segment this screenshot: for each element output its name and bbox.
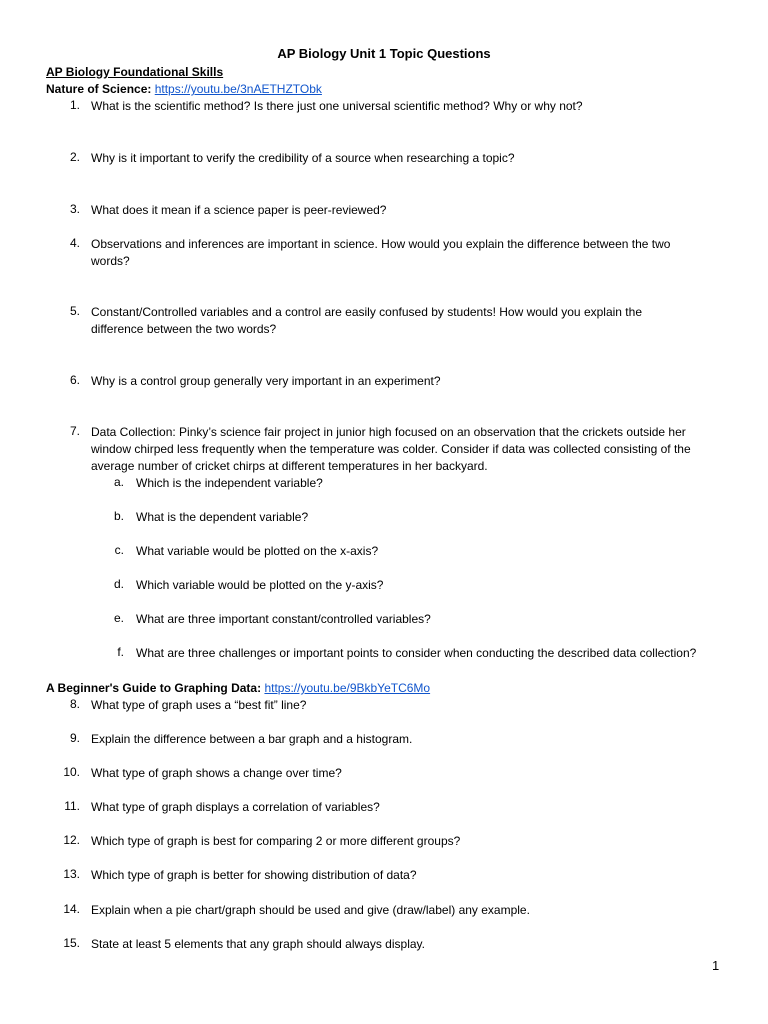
q10-text: What type of graph shows a change over time?: [91, 766, 342, 780]
q7d-letter: d.: [113, 577, 124, 591]
q7b-text: What is the dependent variable?: [136, 510, 309, 524]
q10-number: 10.: [63, 765, 80, 779]
q7-number: 7.: [69, 424, 80, 438]
q7b-letter: b.: [113, 509, 124, 523]
q4-number: 4.: [69, 236, 80, 250]
q7-text-line1: Data Collection: Pinky’s science fair project in junior high focused on an observation that the crickets outside her: [91, 425, 686, 439]
q15-text: State at least 5 elements that any graph should always display.: [91, 937, 425, 951]
q5-text-line1: Constant/Controlled variables and a control are easily confused by students! How would you explain the: [91, 305, 642, 319]
q7e-letter: e.: [113, 611, 124, 625]
q4-text-line1: Observations and inferences are important in science. How would you explain the difference between the two: [91, 237, 671, 251]
q11-number: 11.: [64, 799, 80, 813]
graphing-guide-label: A Beginner's Guide to Graphing Data:: [46, 681, 262, 695]
q7a-letter: a.: [113, 475, 124, 489]
q2-number: 2.: [69, 150, 80, 164]
q8-number: 8.: [69, 697, 80, 711]
page-title: AP Biology Unit 1 Topic Questions: [277, 46, 491, 61]
q12-number: 12.: [63, 833, 80, 847]
q7e-text: What are three important constant/controlled variables?: [136, 612, 431, 626]
q7a-text: Which is the independent variable?: [136, 476, 323, 490]
q7-text-line3: average number of cricket chirps at different temperatures in her backyard.: [91, 459, 488, 473]
q7c-letter: c.: [114, 543, 124, 557]
q7f-letter: f.: [117, 645, 124, 659]
q7c-text: What variable would be plotted on the x-axis?: [136, 544, 379, 558]
q7d-text: Which variable would be plotted on the y-axis?: [136, 578, 384, 592]
q4-text-line2: words?: [91, 254, 130, 268]
nature-of-science-label: Nature of Science:: [46, 82, 152, 96]
q7f-text: What are three challenges or important points to consider when conducting the described data collection?: [136, 646, 697, 660]
q9-text: Explain the difference between a bar graph and a histogram.: [91, 732, 413, 746]
q1-number: 1.: [69, 98, 80, 112]
q14-number: 14.: [63, 902, 80, 916]
page-number: 1: [712, 958, 720, 973]
q5-text-line2: difference between the two words?: [91, 322, 277, 336]
q2-text: Why is it important to verify the credibility of a source when researching a topic?: [91, 151, 515, 165]
q14-text: Explain when a pie chart/graph should be used and give (draw/label) any example.: [91, 903, 530, 917]
graphing-guide-line: [46, 680, 430, 697]
q5-number: 5.: [69, 304, 80, 318]
graphing-guide-link[interactable]: https://youtu.be/9BkbYeTC6Mo: [264, 681, 431, 695]
q13-number: 13.: [63, 867, 80, 881]
q11-text: What type of graph displays a correlation of variables?: [91, 800, 380, 814]
q12-text: Which type of graph is best for comparing 2 or more different groups?: [91, 834, 461, 848]
q6-number: 6.: [69, 373, 80, 387]
q9-number: 9.: [69, 731, 80, 745]
nature-of-science-link[interactable]: https://youtu.be/3nAETHZTObk: [154, 82, 322, 96]
q7-text-line2: window chirped less frequently when the temperature was colder. Consider if data was collected consisting of the: [91, 442, 691, 456]
q3-text: What does it mean if a science paper is peer-reviewed?: [91, 203, 387, 217]
q15-number: 15.: [63, 936, 80, 950]
section-heading-foundational-skills: AP Biology Foundational Skills: [46, 65, 224, 79]
q3-number: 3.: [69, 202, 80, 216]
q1-text: What is the scientific method? Is there just one universal scientific method? Why or why not?: [91, 99, 583, 113]
q6-text: Why is a control group generally very important in an experiment?: [91, 374, 441, 388]
q8-text: What type of graph uses a “best fit” line?: [91, 698, 307, 712]
nature-of-science-line: [46, 81, 322, 98]
q13-text: Which type of graph is better for showing distribution of data?: [91, 868, 417, 882]
